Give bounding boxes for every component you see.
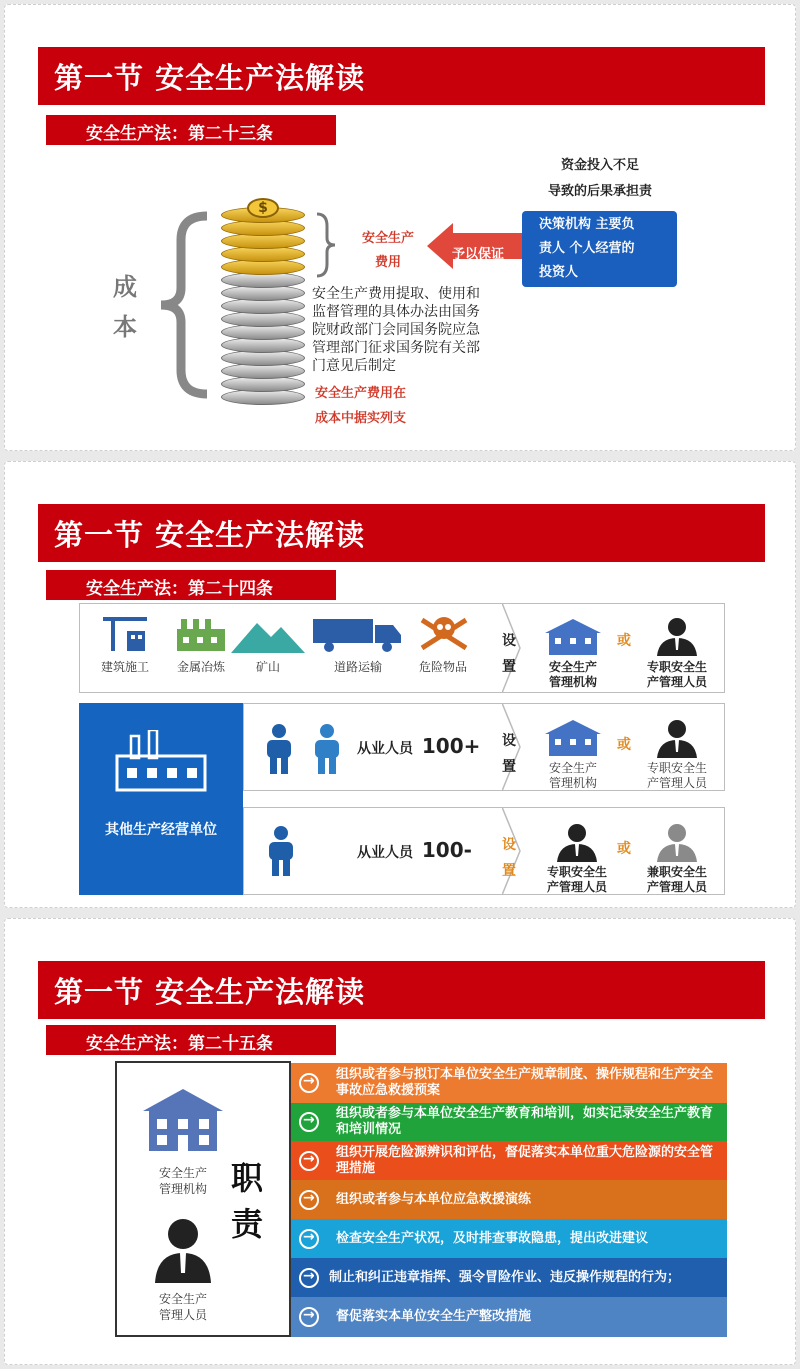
article-subtitle-bar [46,115,336,145]
section-title: 第一节 安全生产法解读 [54,61,366,95]
left-brace-icon [155,210,215,400]
building-icon [545,720,601,756]
org-label: 安全生产 管理机构 [158,1166,207,1196]
responsibility-title: 资金投入不足 导致的后果承担责 [547,158,652,199]
responsible-parties-box: 决策机构 主要负 责人 个人经营的 投资人 [522,211,677,287]
duty-heading: 职 责 [231,1159,264,1243]
manager-person-icon [655,616,699,656]
manager-person-icon [555,822,599,862]
org-label: 安全生产 管理机构 [548,660,597,689]
duty-item: → 制止和纠正违章指挥、强令冒险作业、违反操作规程的行为； [291,1258,727,1297]
building-icon [143,1089,223,1151]
truck-icon [313,617,403,653]
manager-person-icon [153,1217,213,1283]
section-title: 第一节 安全生产法解读 [54,975,366,1009]
fund-label: 安全生产 费用 [361,231,414,270]
person-label: 安全生产 管理人员 [158,1292,207,1322]
arrow-right-icon [299,1190,319,1210]
arrow-right-icon [299,1112,319,1132]
article-subtitle: 安全生产法：第二十五条 [86,1034,273,1054]
section-title-bar [38,47,765,105]
slide-article-24 [4,461,796,908]
article-subtitle-bar [46,570,336,600]
article-subtitle-bar [46,1025,336,1055]
manager-person-icon [655,718,699,758]
article-subtitle: 安全生产法：第二十四条 [86,579,273,599]
arrow-right-icon [299,1073,319,1093]
duty-item: → 督促落实本单位安全生产整改措施 [291,1297,727,1337]
guarantee-label: 予以保证 [452,247,505,262]
full-time-manager-label: 专职安全生 产管理人员 [546,865,607,894]
set-label: 设 置 [502,837,516,879]
part-time-person-icon [655,822,699,862]
worker-person-icon [307,724,347,774]
duty-item: → 组织开展危险源辨识和评估，督促落实本单位重大危险源的安全管理措施 [291,1141,727,1180]
rule-text: 安全生产费用提取、使用和 监督管理的具体办法由国务 院财政部门会同国务院应急 管理部门征求国务院有关部 门意见后制定 [312,286,480,374]
industry-label: 金属冶炼 [176,660,225,674]
set-label: 设 置 [502,733,516,775]
duty-item: → 组织或者参与本单位应急救援演练 [291,1180,727,1219]
staff-under-100: 从业人员 100- [357,838,472,862]
expense-text: 安全生产费用在 成本中据实列支 [315,386,407,426]
slide-article-23 [4,4,796,451]
arrow-right-icon [299,1268,319,1288]
mountain-mine-icon [231,617,305,653]
arrow-right-icon [299,1307,319,1327]
small-brace-icon [313,210,337,280]
worker-person-icon [259,724,299,774]
full-time-manager-label: 专职安全生 产管理人员 [646,761,707,790]
building-icon [545,619,601,655]
duty-item: → 组织或者参与拟订本单位安全生产规章制度、操作规程和生产安全事故应急救援预案 [291,1063,727,1103]
set-label: 设 置 [502,633,516,675]
arrow-right-icon [299,1151,319,1171]
or-label: 或 [617,737,631,753]
industry-label: 危险物品 [418,660,467,674]
org-label: 安全生产 管理机构 [548,761,597,790]
part-time-manager-label: 兼职安全生 产管理人员 [646,865,707,894]
staff-over-100: 从业人员 100+ [357,734,481,758]
duty-item: → 检查安全生产状况，及时排查事故隐患，提出改进建议 [291,1219,727,1258]
industry-label: 建筑施工 [100,660,149,674]
full-time-manager-label: 专职安全生 产管理人员 [646,660,707,689]
section-title-bar [38,961,765,1019]
duty-item: → 组织或者参与本单位安全生产教育和培训，如实记录安全生产教育和培训情况 [291,1103,727,1141]
cost-label: 成 本 [113,273,137,341]
other-units-label: 其他生产经营单位 [105,822,217,838]
skull-hazard-icon [418,612,470,654]
arrow-right-icon [299,1229,319,1249]
section-title-bar [38,504,765,562]
section-title: 第一节 安全生产法解读 [54,518,366,552]
dollar-sign-icon: $ [247,198,279,218]
worker-person-icon [261,826,301,876]
industry-label: 道路运输 [333,660,382,674]
or-label: 或 [617,633,631,649]
or-label: 或 [617,841,631,857]
construction-icon [97,615,153,653]
article-subtitle: 安全生产法：第二十三条 [86,124,273,144]
industry-label: 矿山 [255,660,280,674]
factory-building-icon [113,730,209,792]
metallurgy-factory-icon [173,615,229,653]
slide-article-25 [4,918,796,1365]
